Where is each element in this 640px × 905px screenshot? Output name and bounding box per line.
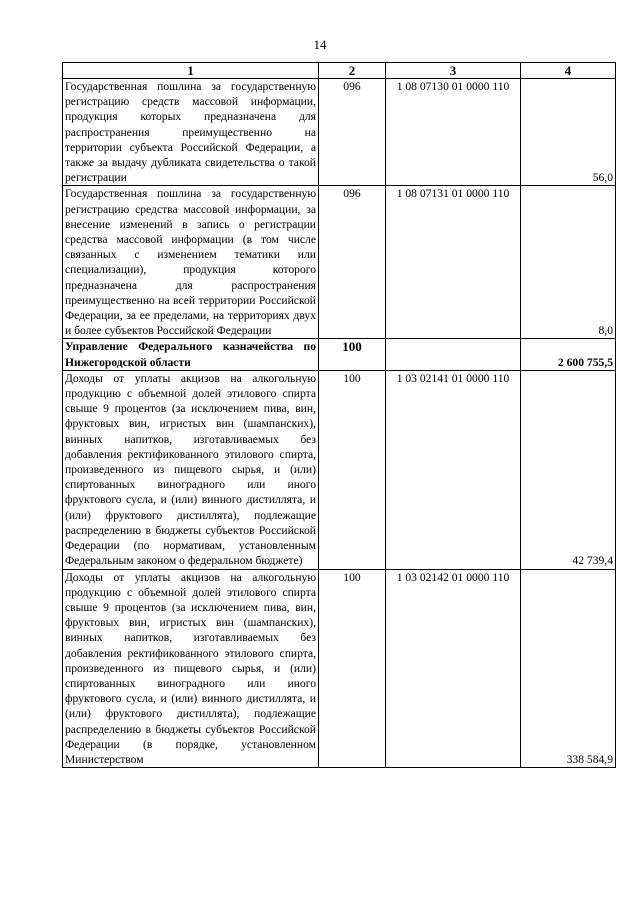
amount: 56,0 [521, 79, 616, 186]
budget-classification-code: 1 08 07130 01 0000 110 [386, 79, 521, 186]
header-col-3: 3 [386, 63, 521, 79]
revenue-name: Доходы от уплаты акцизов на алкогольную продукцию с объемной долей этилового спирта свыше 9 процентов (за исключением пива, вин, фруктовых вин, игристых вин (шампанских), винных напитков, изготавливаемых без добавления ректификованного этилового спирта, произведенного из пищевого сырья, и (или) спиртованных виноградного или иного фруктового сусла, и (или) винного дистиллята, и (или) фруктового дистиллята), подлежащие распределению в бюджеты субъектов Российской Федерации (по нормативам, установленным Федеральным законом о федеральном бюджете) [63, 370, 319, 569]
administrator-row [63, 339, 616, 370]
table-row [63, 370, 616, 569]
header-col-1: 1 [63, 63, 319, 79]
header-row [63, 63, 616, 79]
revenue-name: Государственная пошлина за государственную регистрацию средства массовой информации, за внесение изменений в запись о регистрации средства массовой информации (в том числе связанных с изменением тематики или специализации), продукция которого предназначена для распространения преимущественно на всей территории Российской Федерации, за ее пределами, на территориях двух и более субъектов Российской Федерации [63, 186, 319, 339]
amount: 2 600 755,5 [521, 339, 616, 370]
table-row [63, 569, 616, 768]
amount: 8,0 [521, 186, 616, 339]
admin-code: 100 [319, 569, 386, 768]
page-number: 14 [313, 37, 327, 52]
table-row [63, 186, 616, 339]
revenue-name: Государственная пошлина за государственную регистрацию средств массовой информации, продукция которых предназначена для распространения преимущественно на территории субъекта Российской Федерации, а также за выдачу дубликата свидетельства о такой регистрации [63, 79, 319, 186]
budget-classification-code: 1 03 02142 01 0000 110 [386, 569, 521, 768]
budget-classification-code: 1 08 07131 01 0000 110 [386, 186, 521, 339]
revenue-table [62, 62, 616, 768]
header-col-2: 2 [319, 63, 386, 79]
revenue-name: Доходы от уплаты акцизов на алкогольную продукцию с объемной долей этилового спирта свыше 9 процентов (за исключением пива, вин, фруктовых вин, игристых вин (шампанских), винных напитков, изготавливаемых без добавления ректификованного этилового спирта, произведенного из пищевого сырья, и (или) спиртованных виноградного или иного фруктового сусла, и (или) винного дистиллята, и (или) фруктового дистиллята), подлежащие распределению в бюджеты субъектов Российской Федерации (в порядке, установленном Министерством [63, 569, 319, 768]
budget-classification-code: 1 03 02141 01 0000 110 [386, 370, 521, 569]
amount: 42 739,4 [521, 370, 616, 569]
admin-code: 096 [319, 79, 386, 186]
table-row [63, 79, 616, 186]
administrator-name: Управление Федерального казначейства по Нижегородской области [63, 339, 319, 370]
admin-code: 096 [319, 186, 386, 339]
admin-code: 100 [319, 339, 386, 370]
budget-classification-code [386, 339, 521, 370]
amount: 338 584,9 [521, 569, 616, 768]
admin-code: 100 [319, 370, 386, 569]
header-col-4: 4 [521, 63, 616, 79]
